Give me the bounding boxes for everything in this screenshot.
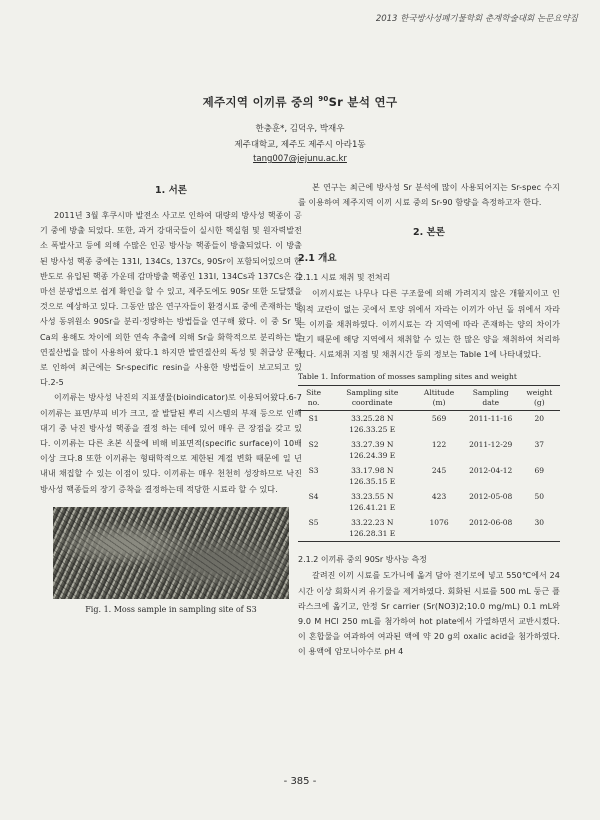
coord-lon: 126.35.15 E: [349, 477, 396, 487]
coord-lat: 33.25.28 N: [351, 414, 394, 424]
cell-weight: 30: [519, 515, 560, 542]
intro-paragraph-3: 본 연구는 최근에 방사성 Sr 분석에 많이 사용되어지는 Sr-spec 수지를 이용하여 제주지역 이끼 시료 중의 Sr-90 함량을 측정하고자 한다.: [298, 183, 560, 208]
figure-caption: Fig. 1. Moss sample in sampling site of S3: [85, 604, 257, 614]
cell-site: S3: [308, 466, 319, 476]
cell-weight: 20: [534, 414, 545, 424]
cell-coordinate: [329, 411, 415, 438]
cell-altitude: 1076: [415, 515, 462, 542]
cell-site: S2: [308, 440, 319, 450]
header-site: Site no.: [298, 386, 329, 411]
cell-date: 2012-04-12: [469, 466, 513, 476]
coord-lat: 33.23.55 N: [351, 492, 394, 502]
header-weight: weight (g): [519, 386, 560, 411]
cell-altitude: 423: [431, 492, 447, 502]
cell-coordinate: [329, 463, 415, 489]
coord-lat: 33.27.39 N: [351, 440, 394, 450]
header-date: Sampling date: [463, 386, 519, 411]
measurement-paragraph: 갈려진 이끼 시료를 도가니에 옮겨 담아 전기로에 넣고 550℃에서 24시간 이상 회화시켜 유기물을 제거하였다. 회화된 시료를 500 mL 둥근 플라스크에 옮기고, 안정 Sr carrier (Sr(NO3)2;10.0 mg/mL) 0.1 mL와 9.0 M HCl 250 mL를 첨가하여 hot plate에서 가열하면서 교반시켰다. 이 혼합물을 여과하여 여과된 액에 약 20 g의 oxalic acid을 첨가하였다. 이 용액에 암모니아수로 pH 4: [298, 571, 560, 657]
cell-coordinate: [329, 489, 415, 515]
title-prefix: 제주지역 이끼류 중의: [202, 95, 319, 109]
table-row: [298, 411, 560, 438]
cell-site: S4: [308, 492, 319, 502]
table-header-row: [298, 386, 560, 411]
sampling-paragraph: 이끼시료는 나무나 다른 구조물에 의해 가려지지 않은 개활지이고 인위적 교란이 없는 곳에서 토양 위에서 자라는 이끼가 아닌 돌 위에서 자라는 이끼를 채취하였다. 이끼시료는 각 지역에 따라 존재하는 양의 차이가 크기 때문에 해당 지역에서 채취할 수 있는 한 많은 양을 채취하여 처리하였다. 시료채취 지점 및 채취시간 등의 정보는 Table 1에 나타내었다.: [298, 289, 560, 360]
cell-date: 2011-12-29: [469, 440, 513, 450]
coord-lon: 126.28.31 E: [349, 529, 396, 539]
table-caption: Table 1. Information of mosses sampling sites and weight: [298, 372, 517, 382]
section-heading-intro: 1. 서론: [155, 185, 187, 196]
cell-date: 2011-11-16: [469, 414, 513, 424]
table-row: [298, 437, 560, 463]
cell-site: S5: [298, 515, 329, 542]
coord-lon: 126.24.39 E: [349, 451, 396, 461]
coord-lon: 126.41.21 E: [349, 503, 396, 513]
cell-weight: 50: [534, 492, 545, 502]
right-column: [298, 180, 560, 660]
coord-lon: 126.33.25 E: [349, 425, 396, 435]
header-altitude: Altitude (m): [415, 386, 462, 411]
cell-coordinate: [329, 515, 415, 542]
page-number: - 385 -: [283, 776, 317, 787]
cell-weight: 37: [534, 440, 545, 450]
intro-paragraph-1: 2011년 3월 후쿠시마 발전소 사고로 인하여 대량의 방사성 핵종이 공기 중에 방출 되었다. 또한, 과거 강대국들이 실시한 핵실험 및 원자력발전소 폭발사고 등에 의해 수많은 인공 방사능 핵종들이 방출되었다. 이 방출된 방사성 핵종 중에는 131I, 134Cs, 137Cs, 90Sr이 포함되어있으며 한반도로 유입된 핵종 가운데 감마방출 핵종인 131I, 134Cs과 137Cs은 감마선 분광법으로 쉽게 확인을 할 수 있고, 제주도에도 90Sr 또한 도달했을 것으로 예상하고 있다. 그동안 많은 연구자들이 환경시료 중에 존재하는 방사성 동위원소 90Sr을 분리·정량하는 방법들을 연구해 왔다. 이 중 Sr 및 Ca의 용해도 차이에 의한 연속 추출에 의해 Sr을 화학적으로 분리하는 발연질산법을 많이 사용하여 왔다.1 하지만 발연질산의 독성 및 취급상 문제로 인하여 최근에는 Sr-specific resin을 사용한 방법들이 보고되고 있다.2-5: [40, 211, 302, 388]
paper-title: [0, 94, 600, 110]
cell-weight: 69: [534, 466, 545, 476]
table-row: [298, 463, 560, 489]
subsection-heading-overview: 2.1 개요: [298, 253, 337, 265]
subsubsection-heading-sampling: 2.1.1 시료 채취 및 전처리: [298, 273, 391, 283]
table-row: [298, 515, 560, 542]
sampling-sites-table: [298, 385, 560, 542]
coord-lat: 33.17.98 N: [351, 466, 394, 476]
cell-altitude: 122: [431, 440, 447, 450]
cell-altitude: 569: [431, 414, 447, 424]
header-coordinate: Sampling site coordinate: [329, 386, 415, 411]
cell-date: 2012-06-08: [463, 515, 519, 542]
author-email[interactable]: tang007@jejunu.ac.kr: [253, 154, 347, 164]
table-row: [298, 489, 560, 515]
cell-coordinate: [329, 437, 415, 463]
subsubsection-heading-measurement: 2.1.2 이끼류 중의 90Sr 방사능 측정: [298, 555, 427, 565]
author-list: 한충훈*, 김덕우, 박재우: [255, 124, 345, 134]
title-suffix: Sr 분석 연구: [328, 95, 398, 109]
coord-lat: 33.22.23 N: [351, 518, 394, 528]
moss-sample-photo: [53, 507, 289, 599]
title-superscript: 90: [318, 95, 329, 104]
affiliation: 제주대학교, 제주도 제주시 아라1동: [234, 140, 366, 150]
intro-paragraph-2: 이끼류는 방사성 낙진의 지표생물(bioindicator)로 이용되어왔다.6-7 이끼류는 표면/부피 비가 크고, 잘 발달된 뿌리 시스템의 부재 등으로 인해 대기 중 낙진 방사성 핵종을 결정 하는 데에 있어 매우 큰 장점을 갖고 있다. 이끼류는 다른 초본 식물에 비해 비표면적(specific surface)이 10배 이상 크다.8 또한 이끼류는 형태학적으로 제한된 계절 변화 때문에 일 년 내내 채집할 수 있는 이점이 있다. 이끼류는 매우 천천히 성장하므로 낙진 방사성 핵종들의 장기 증착을 결정하는데 적당한 시료라 할 수 있다.: [40, 393, 302, 494]
left-column: [40, 180, 302, 614]
section-heading-body: 2. 본론: [413, 227, 445, 239]
running-head: 2013 한국방사성폐기물학회 춘계학술대회 논문요약집: [375, 14, 578, 24]
cell-date: 2012-05-08: [469, 492, 513, 502]
cell-site: S1: [308, 414, 319, 424]
cell-altitude: 245: [431, 466, 447, 476]
